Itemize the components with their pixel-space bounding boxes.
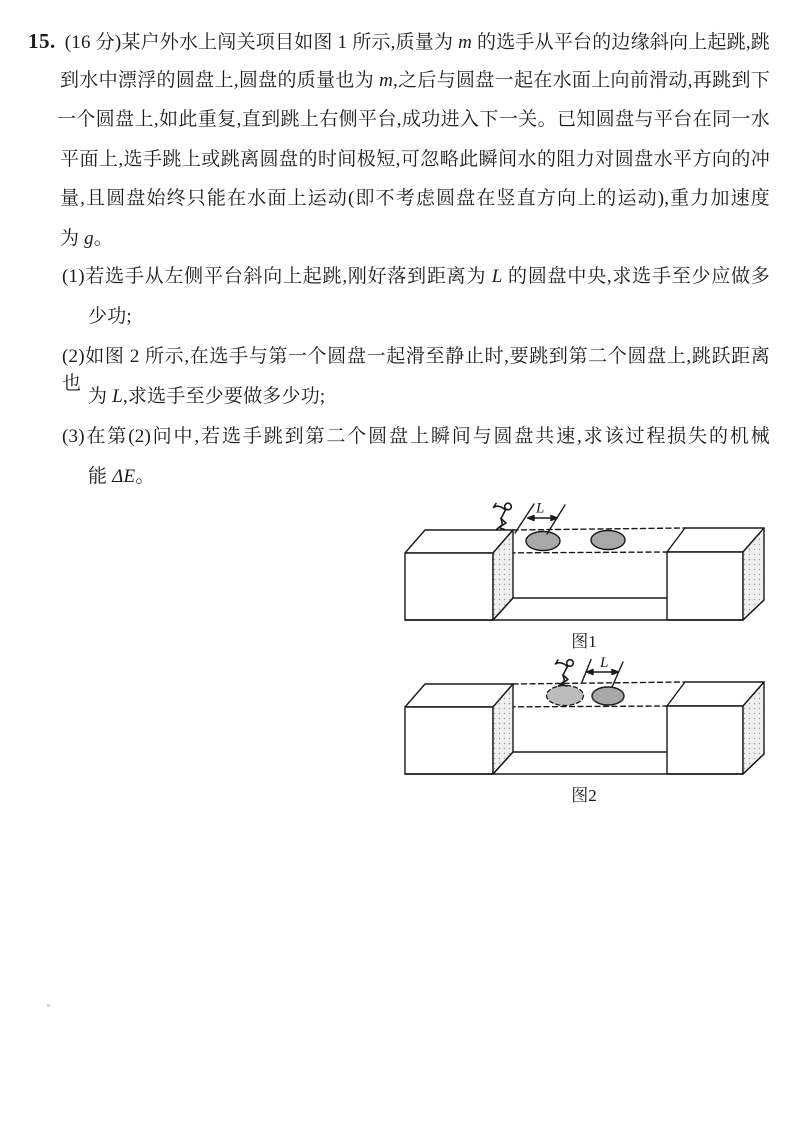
distance-label: L: [600, 655, 609, 671]
disc-1: [547, 686, 584, 706]
problem-line-10: 为 L,求选手至少要做多少功;: [88, 386, 326, 407]
water-surface-dashes: [493, 682, 685, 707]
problem-line-3: 一个圆盘上,如此重复,直到跳上右侧平台,成功进入下一关。已知圆盘与平台在同一水: [57, 109, 770, 130]
right-platform: [667, 528, 764, 620]
disc-2: [592, 687, 624, 705]
problem-line-12: 能 ΔE。: [88, 466, 155, 487]
jumper-figure: [556, 660, 574, 686]
problem-line-8: 少功;: [88, 306, 132, 327]
problem-line-9: (2)如图 2 所示,在选手与第一个圆盘一起滑至静止时,要跳到第二个圆盘上,跳跃距离也: [62, 346, 770, 394]
distance-label: L: [536, 500, 545, 517]
problem-line-6: 为 g。: [60, 228, 114, 249]
disc-2: [591, 531, 625, 550]
problem-line-1-text: (16 分)某户外水上闯关项目如图 1 所示,质量为 m 的选手从平台的边缘斜向上起跳,跳: [64, 32, 770, 53]
left-platform: [405, 530, 513, 620]
figure-2-caption: 图2: [571, 786, 597, 805]
problem-line-7: (1)若选手从左侧平台斜向上起跳,刚好落到距离为 L 的圆盘中央,求选手至少应做多: [62, 266, 770, 287]
figure-1-caption: 图1: [571, 632, 597, 651]
jumper-figure: [494, 503, 512, 529]
problem-line-5: 量,且圆盘始终只能在水面上运动(即不考虑圆盘在竖直方向上的运动),重力加速度: [60, 188, 770, 209]
problem-line-11: (3)在第(2)问中,若选手跳到第二个圆盘上瞬间与圆盘共速,求该过程损失的机械: [62, 426, 770, 447]
scan-speck: [47, 1004, 50, 1007]
left-platform: [405, 684, 513, 774]
right-platform: [667, 682, 764, 774]
disc-1: [526, 532, 560, 551]
problem-line-2: 到水中漂浮的圆盘上,圆盘的质量也为 m,之后与圆盘一起在水面上向前滑动,再跳到下: [60, 70, 770, 91]
problem-number: 15.: [28, 29, 56, 53]
problem-line-1: [28, 28, 770, 56]
problem-line-4: 平面上,选手跳上或跳离圆盘的时间极短,可忽略此瞬间水的阻力对圆盘水平方向的冲: [60, 149, 770, 170]
water-surface-dashes: [493, 528, 685, 553]
